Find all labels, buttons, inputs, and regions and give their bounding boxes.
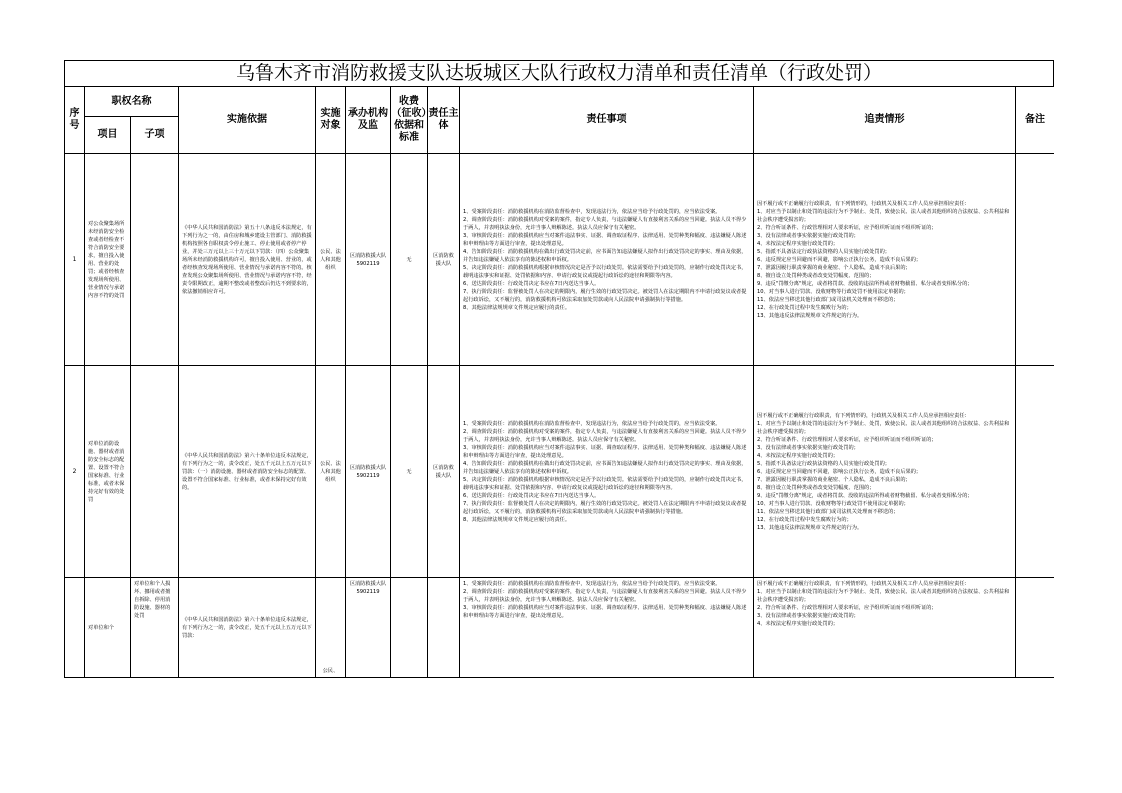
accountability-line: 4、未按法定程序实施行政处罚的； — [757, 621, 839, 627]
accountability-line: 1、对应当予以制止和处罚的违法行为不予制止、处罚，致使公民、法人或者其他组织的合法权益、公共利益和社会秩序遭受损害的； — [757, 208, 1010, 223]
header-subitem: 子项 — [131, 117, 179, 154]
duty-line: 6、送达阶段责任：行政处罚决定书应在7日内送达当事人。 — [463, 280, 600, 287]
row-basis: 《中华人民共和国消防法》第六十条单位违反本法规定，有下列行为之一的，责令改正，处五千元以上五万元以下罚款：（一）消防设施、器材或者消防安全标志的配置、设置不符合国家标准、行业标准，或者未保持完好有效的。 — [179, 366, 316, 578]
duty-line: 8、其他法律法规规章文件规定应履行的责任。 — [463, 304, 571, 311]
row-subject: 区消防救援大队 — [428, 366, 460, 578]
accountability-line: 7、泄露因履行职责掌握的商业秘密、个人隐私，造成不良后果的； — [757, 264, 911, 271]
row-basis: 《中华人民共和国消防法》第六十条单位违反本法规定，有下列行为之一的，责令改正，处五千元以上五万元以下罚款： — [179, 578, 316, 678]
duty-line: 2、调查阶段责任：消防救援机构对受案的案件，指定专人负责，与违法嫌疑人有直接利害关系的应当回避。执法人员不得少于两人，并表明执法身份，允许当事人辩解陈述。执法人员应保守有关秘密。 — [463, 428, 747, 443]
accountability-line: 2、符合听证条件、行政管理相对人要求听证，应予组织听证而不组织听证的； — [757, 436, 937, 443]
duty-line: 1、受案阶段责任：消防救援机构在消防监督检查中，发现违法行为，依法应当给予行政处罚的，应当依法受案。 — [463, 420, 721, 427]
duty-line: 2、调查阶段责任：消防救援机构对受案的案件，指定专人负责，与违法嫌疑人有直接利害关系的应当回避。执法人员不得少于两人，并表明执法身份，允许当事人辩解陈述。执法人员应保守有关秘密。 — [463, 589, 747, 603]
accountability-line: 10、对当事人进行罚款、没收财物等行政处罚不使用法定单据的； — [757, 288, 909, 295]
row-basis: 《中华人民共和国消防法》第五十八条违反本法规定，有下列行为之一的，由住房和城乡建设主管部门、消防救援机构按照各自职权责令停止施工、停止使用或者停产停业，并处三万元以上三十万元以下罚款：（四）公众聚集场所未经消防救援机构许可，擅自投入使用、营业的，或者经核查发现场所使用、营业情况与承诺内容不符的。核查发现公众聚集场所使用、营业情况与承诺内容不符，经责令限期改正，逾期不整改或者整改后仍达不到要求的，依法撤销相应许可。 — [179, 154, 316, 366]
row-target: 公民、 — [316, 578, 346, 678]
accountability-line: 13、其他违反法律法规规章文件规定的行为。 — [757, 312, 863, 319]
document-title: 乌鲁木齐市消防救援支队达坂城区大队行政权力清单和责任清单（行政处罚） — [64, 60, 1054, 87]
document-sheet — [64, 60, 1054, 680]
row-subject: 区消防救援大队 — [428, 154, 460, 366]
table-row — [65, 578, 1055, 678]
row-duties — [460, 366, 754, 578]
accountability-line: 11、依法应当移送其他行政部门或司法机关处理而不移送的； — [757, 508, 899, 515]
header-authority: 职权名称 — [85, 87, 179, 117]
row-subitem — [131, 366, 179, 578]
accountability-line: 因不履行或不正确履行行政职责，有下列情形的，行政机关及相关工作人员应承担相应责任： — [757, 581, 970, 587]
row-subitem — [131, 154, 179, 366]
accountability-line: 3、没有法律或者事实依据实施行政处罚的； — [757, 613, 859, 619]
row-accountability — [754, 154, 1016, 366]
row-subject — [428, 578, 460, 678]
duty-line: 8、其他法律法规规章文件规定应履行的责任。 — [463, 516, 571, 523]
accountability-line: 13、其他违反法律法规规章文件规定的行为。 — [757, 524, 863, 531]
accountability-line: 2、符合听证条件、行政管理相对人要求听证，应予组织听证而不组织听证的； — [757, 605, 937, 611]
row-duties — [460, 578, 754, 678]
row-fee — [391, 578, 428, 678]
duty-line: 4、告知阶段责任：消防救援机构在做出行政处罚决定前，应书面告知违法嫌疑人拟作出行政处罚决定的事实、理由及依据，并告知违法嫌疑人依法享有的陈述权和申诉权。 — [463, 460, 747, 475]
row-accountability — [754, 366, 1016, 578]
accountability-line: 因不履行或不正确履行行政职责，有下列情形的，行政机关及相关工作人员应承担相应责任： — [757, 412, 970, 419]
accountability-line: 4、未按法定程序实施行政处罚的； — [757, 452, 839, 459]
accountability-line: 3、没有法律或者事实依据实施行政处罚的； — [757, 232, 859, 239]
duty-line: 3、审核阶段责任：消防救援机构应当对案件违法事实、证据、调查取证程序、法律适用、处罚种类和幅度、违法嫌疑人陈述和申辩理由等方面进行审查，提出处理意见。 — [463, 444, 747, 459]
row-accountability — [754, 578, 1016, 678]
duty-line: 3、审核阶段责任：消防救援机构应当对案件违法事实、证据、调查取证程序、法律适用、处罚种类和幅度、违法嫌疑人陈述和申辩理由等方面进行审查，提出处理意见。 — [463, 232, 747, 247]
accountability-line: 7、泄露因履行职责掌握的商业秘密、个人隐私，造成不良后果的； — [757, 476, 911, 483]
row-item: 对单位和个 — [85, 578, 131, 678]
duty-line: 1、受案阶段责任：消防救援机构在消防监督检查中，发现违法行为，依法应当给予行政处罚的，应当依法受案。 — [463, 581, 721, 587]
duty-line: 5、决定阶段责任：消防救援机构根据审核情况决定是否予以行政处罚。依法需要给予行政处罚的，应制作行政处罚决定书，载明违法事实和证据、处罚依据和内容、申请行政复议或提起行政诉讼的途径和期限等内容。 — [463, 264, 747, 279]
duty-line: 1、受案阶段责任：消防救援机构在消防监督检查中，发现违法行为，依法应当给予行政处罚的，应当依法受案。 — [463, 208, 721, 215]
accountability-line: 6、违反规定应当回避而不回避，影响公正执行公务，造成不良后果的； — [757, 468, 922, 475]
accountability-line: 12、在行政处罚过程中发生腐败行为的； — [757, 516, 852, 523]
power-list-table — [64, 86, 1054, 678]
header-fee: 收费（征收）依据和标准 — [391, 87, 428, 154]
row-seq: 1 — [65, 154, 85, 366]
accountability-line: 4、未按法定程序实施行政处罚的； — [757, 240, 839, 247]
row-subitem: 对单位和个人损坏、挪用或者擅自拆除、停用消防设施、器材的处罚 — [131, 578, 179, 678]
header-seq: 序号 — [65, 87, 85, 154]
accountability-line: 5、指派不具备法定行政执法资格的人员实施行政处罚的； — [757, 248, 890, 255]
accountability-line: 6、违反规定应当回避而不回避，影响公正执行公务，造成不良后果的； — [757, 256, 922, 263]
row-fee: 无 — [391, 366, 428, 578]
header-item: 项目 — [85, 117, 131, 154]
row-item: 对单位消防设施、器材或者消防安全标志的配置、设置不符合国家标准、行业标准，或者未保持完好有效的处罚 — [85, 366, 131, 578]
duty-line: 7、执行阶段责任：监督被处罚人在决定的期限内，履行生效的行政处罚决定。被处罚人在法定期限内不申请行政复议或者提起行政诉讼，又不履行的，消防救援机构可依法采取加处罚款或向人民法院申请强制执行等措施。 — [463, 500, 747, 515]
accountability-line: 8、擅自设立处罚种类或者改变处罚幅度、范围的； — [757, 272, 875, 279]
header-accountability: 追责情形 — [754, 87, 1016, 154]
header-target: 实施对象 — [316, 87, 346, 154]
accountability-line: 12、在行政处罚过程中发生腐败行为的； — [757, 304, 852, 311]
row-item: 对公众聚集场所未经消防安全检查或者经检查不符合消防安全要求，擅自投入使用、营业的处罚；或者经核查发现场所使用、营业情况与承诺内容不符的处罚 — [85, 154, 131, 366]
table-row — [65, 154, 1055, 366]
duty-line: 5、决定阶段责任：消防救援机构根据审核情况决定是否予以行政处罚。依法需要给予行政处罚的，应制作行政处罚决定书，载明违法事实和证据、处罚依据和内容、申请行政复议或提起行政诉讼的途径和期限等内容。 — [463, 476, 747, 491]
accountability-line: 9、违反"罚缴分离"规定，或者将罚款、没收的违法所得或者财物截留、私分或者变相私分的； — [757, 492, 973, 499]
row-target: 公民、法人和其他组织 — [316, 154, 346, 366]
duty-line: 7、执行阶段责任：监督被处罚人在决定的期限内，履行生效的行政处罚决定。被处罚人在法定期限内不申请行政复议或者提起行政诉讼，又不履行的，消防救援机构可依法采取加处罚款或向人民法院申请强制执行等措施。 — [463, 288, 747, 303]
row-agency: 区消防救援大队 5902119 — [346, 366, 391, 578]
header-remark: 备注 — [1016, 87, 1055, 154]
header-duties: 责任事项 — [460, 87, 754, 154]
header-basis: 实施依据 — [179, 87, 316, 154]
row-seq: 2 — [65, 366, 85, 578]
row-remark — [1016, 366, 1055, 578]
row-remark — [1016, 578, 1055, 678]
accountability-line: 因不履行或不正确履行行政职责，有下列情形的，行政机关及相关工作人员应承担相应责任： — [757, 200, 970, 207]
accountability-line: 5、指派不具备法定行政执法资格的人员实施行政处罚的； — [757, 460, 890, 467]
accountability-line: 11、依法应当移送其他行政部门或司法机关处理而不移送的； — [757, 296, 899, 303]
duty-line: 6、送达阶段责任：行政处罚决定书应在7日内送达当事人。 — [463, 492, 600, 499]
row-seq — [65, 578, 85, 678]
accountability-line: 1、对应当予以制止和处罚的违法行为不予制止、处罚，致使公民、法人或者其他组织的合法权益、公共利益和社会秩序遭受损害的； — [757, 420, 1010, 435]
row-target: 公民、法人和其他组织 — [316, 366, 346, 578]
row-agency: 区消防救援大队 5902119 — [346, 578, 391, 678]
header-row-1 — [65, 87, 1055, 117]
header-agency: 承办机构及监 — [346, 87, 391, 154]
header-subject: 责任主体 — [428, 87, 460, 154]
row-fee: 无 — [391, 154, 428, 366]
accountability-line: 3、没有法律或者事实依据实施行政处罚的； — [757, 444, 859, 451]
table-row — [65, 366, 1055, 578]
duty-line: 4、告知阶段责任：消防救援机构在做出行政处罚决定前，应书面告知违法嫌疑人拟作出行政处罚决定的事实、理由及依据，并告知违法嫌疑人依法享有的陈述权和申诉权。 — [463, 248, 747, 263]
accountability-line: 10、对当事人进行罚款、没收财物等行政处罚不使用法定单据的； — [757, 500, 909, 507]
duty-line: 3、审核阶段责任：消防救援机构应当对案件违法事实、证据、调查取证程序、法律适用、处罚种类和幅度、违法嫌疑人陈述和申辩理由等方面进行审查，提出处理意见。 — [463, 605, 747, 619]
accountability-line: 2、符合听证条件、行政管理相对人要求听证，应予组织听证而不组织听证的； — [757, 224, 937, 231]
accountability-line: 9、违反"罚缴分离"规定，或者将罚款、没收的违法所得或者财物截留、私分或者变相私分的； — [757, 280, 973, 287]
accountability-line: 8、擅自设立处罚种类或者改变处罚幅度、范围的； — [757, 484, 875, 491]
accountability-line: 1、对应当予以制止和处罚的违法行为不予制止、处罚，致使公民、法人或者其他组织的合法权益、公共利益和社会秩序遭受损害的； — [757, 589, 1010, 603]
row-agency: 区消防救援大队 5902119 — [346, 154, 391, 366]
row-remark — [1016, 154, 1055, 366]
row-duties — [460, 154, 754, 366]
duty-line: 2、调查阶段责任：消防救援机构对受案的案件，指定专人负责，与违法嫌疑人有直接利害关系的应当回避。执法人员不得少于两人，并表明执法身份，允许当事人辩解陈述。执法人员应保守有关秘密。 — [463, 216, 747, 231]
